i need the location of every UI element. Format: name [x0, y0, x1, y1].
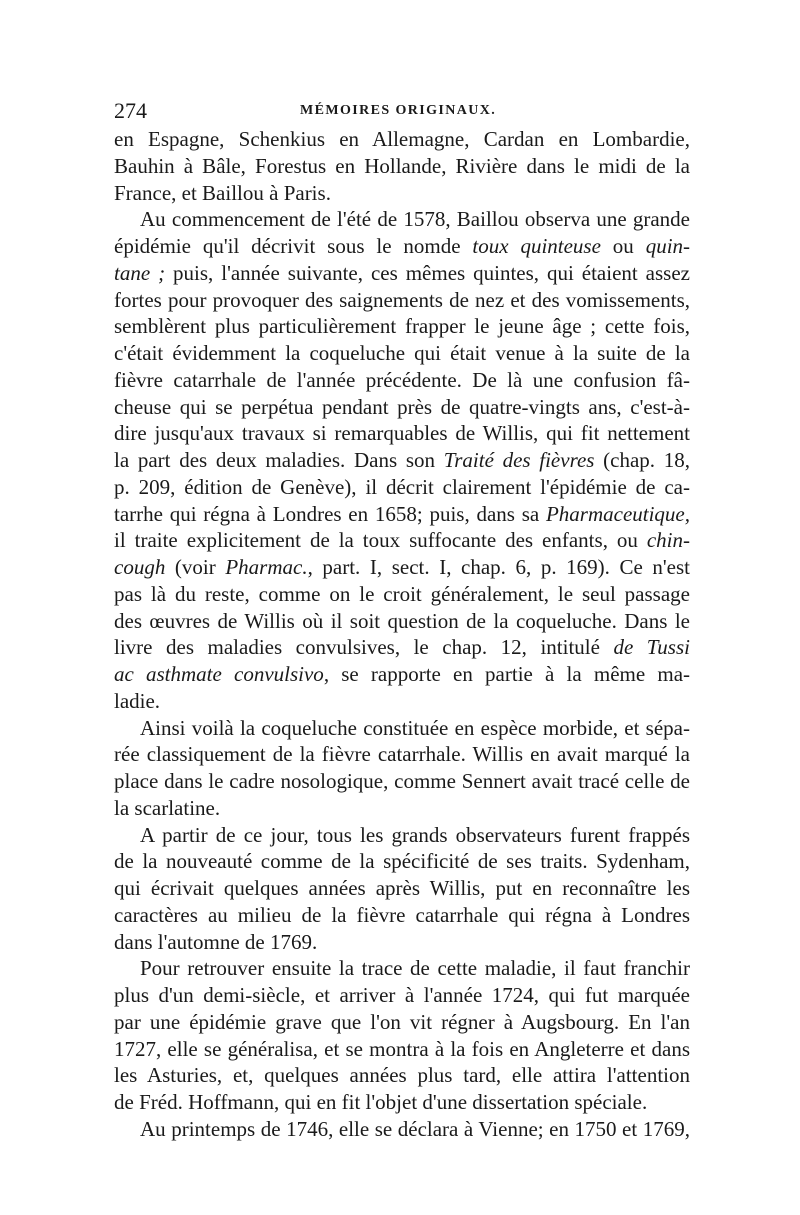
text-segment: fortes pour provoquer des saignements de nez et des vomissements,: [114, 287, 690, 312]
text-line: [114, 527, 690, 554]
page-number: 274: [114, 98, 147, 123]
italic-text: Pharmac.: [225, 555, 308, 579]
italic-text: Traité des fièvres: [443, 448, 595, 472]
text-segment: Pour retrouver ensuite la trace de cette maladie, il faut franchir: [140, 956, 690, 981]
text-line: [114, 875, 690, 902]
text-line: [114, 260, 690, 287]
text-line: [114, 848, 690, 875]
text-line: [114, 233, 690, 260]
text-line: [114, 474, 690, 501]
text-line: [114, 554, 690, 581]
text-segment: les Asturies, et, quelques années plus tard, elle attira l'attention: [114, 1063, 690, 1088]
text-segment: France, et Baillou à Paris.: [114, 180, 331, 205]
text-segment: rée classiquement de la fièvre catarrhale. Willis en avait marqué la: [114, 742, 690, 767]
text-segment: p. 209, édition de Genève), il décrit clairement l'épidémie de ca-: [114, 474, 690, 499]
text-line: [114, 902, 690, 929]
text-segment: de la nouveauté comme de la spécificité de ses traits. Sydenham,: [114, 849, 690, 874]
text-segment: par une épidémie grave que l'on vit régner à Augsbourg. En l'an: [114, 1009, 690, 1034]
text-line: [114, 1009, 690, 1036]
text-segment: caractères au milieu de la fièvre catarrhale qui régna à Londres: [114, 902, 690, 927]
italic-text: tane ;: [114, 260, 166, 285]
text-segment: Au printemps de 1746, elle se déclara à Vienne; en 1750 et 1769,: [140, 1116, 690, 1141]
text-line: [114, 768, 690, 795]
text-line: [114, 180, 690, 207]
text-segment: la scarlatine.: [114, 795, 221, 820]
text-line: [114, 634, 690, 661]
text-segment: A partir de ce jour, tous les grands observateurs furent frappés: [140, 822, 690, 847]
running-head: MÉMOIRES ORIGINAUX.: [300, 103, 497, 118]
text-segment: la part des deux maladies. Dans son: [114, 448, 444, 472]
text-line: [114, 661, 690, 688]
text-segment: , se rapporte en partie à la même ma-: [323, 662, 690, 686]
text-segment: épidémie qu'il décrivit sous le nomde: [114, 234, 473, 258]
text-line: [114, 608, 690, 635]
text-segment: tarrhe qui régna à Londres en 1658; puis, dans sa: [114, 501, 546, 526]
italic-text: toux quinteuse: [472, 234, 601, 258]
text-line: [114, 153, 690, 180]
body-text: [114, 126, 690, 1143]
text-line: [114, 206, 690, 233]
text-segment: ladie.: [114, 688, 161, 713]
text-segment: de Fréd. Hoffmann, qui en fit l'objet d'une dissertation spéciale.: [114, 1090, 648, 1114]
italic-text: Pharmaceutique,: [545, 501, 690, 526]
text-segment: Bauhin à Bâle, Forestus en Hollande, Rivière dans le midi de la: [114, 153, 690, 178]
italic-text: ac asthmate convulsivo: [114, 662, 324, 686]
text-line: [114, 1062, 690, 1089]
text-line: [114, 340, 690, 367]
text-segment: 1727, elle se généralisa, et se montra à la fois en Angleterre et dans: [114, 1036, 690, 1061]
italic-text: cough: [114, 555, 166, 579]
text-line: [114, 715, 690, 742]
text-segment: Ainsi voilà la coqueluche constituée en espèce morbide, et sépa-: [140, 715, 690, 740]
text-segment: (voir: [165, 555, 226, 579]
text-line: [114, 420, 690, 447]
text-segment: place dans le cadre nosologique, comme Sennert avait tracé celle de: [114, 769, 690, 793]
text-segment: Au commencement de l'été de 1578, Baillou observa une grande: [140, 207, 690, 232]
text-line: [114, 1116, 690, 1143]
page-header: [114, 96, 690, 126]
text-line: [114, 795, 690, 822]
text-segment: qui écrivait quelques années après Willis, put en reconnaître les: [114, 876, 690, 900]
text-segment: (chap. 18,: [594, 448, 690, 472]
italic-text: de Tussi: [613, 635, 690, 660]
text-segment: cheuse qui se perpétua pendant près de quatre-vingts ans, c'est-à-: [114, 394, 690, 419]
text-line: [114, 581, 690, 608]
text-line: [114, 447, 690, 474]
text-segment: ou: [600, 234, 646, 258]
text-line: [114, 501, 690, 528]
text-segment: c'était évidemment la coqueluche qui était venue à la suite de la: [114, 341, 690, 365]
text-line: [114, 688, 690, 715]
text-segment: en Espagne, Schenkius en Allemagne, Cardan en Lombardie,: [114, 127, 690, 151]
text-line: [114, 929, 690, 956]
italic-text: chin-: [646, 528, 690, 553]
text-segment: il traite explicitement de la toux suffocante des enfants, ou: [114, 528, 647, 553]
text-segment: plus d'un demi-siècle, et arriver à l'année 1724, qui fut marquée: [114, 983, 690, 1007]
text-line: [114, 313, 690, 340]
text-segment: semblèrent plus particulièrement frapper le jeune âge ; cette fois,: [114, 314, 690, 339]
text-line: [114, 1036, 690, 1063]
text-segment: puis, l'année suivante, ces mêmes quintes, qui étaient assez: [165, 260, 690, 285]
text-segment: dire jusqu'aux travaux si remarquables de Willis, qui fit nettement: [114, 421, 690, 446]
text-segment: livre des maladies convulsives, le chap. 12, intitulé: [114, 635, 614, 660]
text-segment: dans l'automne de 1769.: [114, 929, 318, 954]
text-line: [114, 367, 690, 394]
text-segment: , part. I, sect. I, chap. 6, p. 169). Ce n'est: [307, 555, 690, 579]
text-line: [114, 287, 690, 314]
text-segment: des œuvres de Willis où il soit question de la coqueluche. Dans le: [114, 608, 690, 633]
text-line: [114, 394, 690, 421]
text-segment: pas là du reste, comme on le croit généralement, le seul passage: [114, 581, 690, 606]
text-line: [114, 982, 690, 1009]
text-line: [114, 741, 690, 768]
text-line: [114, 955, 690, 982]
text-segment: fièvre catarrhale de l'année précédente. De là une confusion fâ-: [114, 367, 690, 392]
text-line: [114, 126, 690, 153]
text-line: [114, 1089, 690, 1116]
text-line: [114, 822, 690, 849]
italic-text: quin-: [645, 234, 690, 258]
